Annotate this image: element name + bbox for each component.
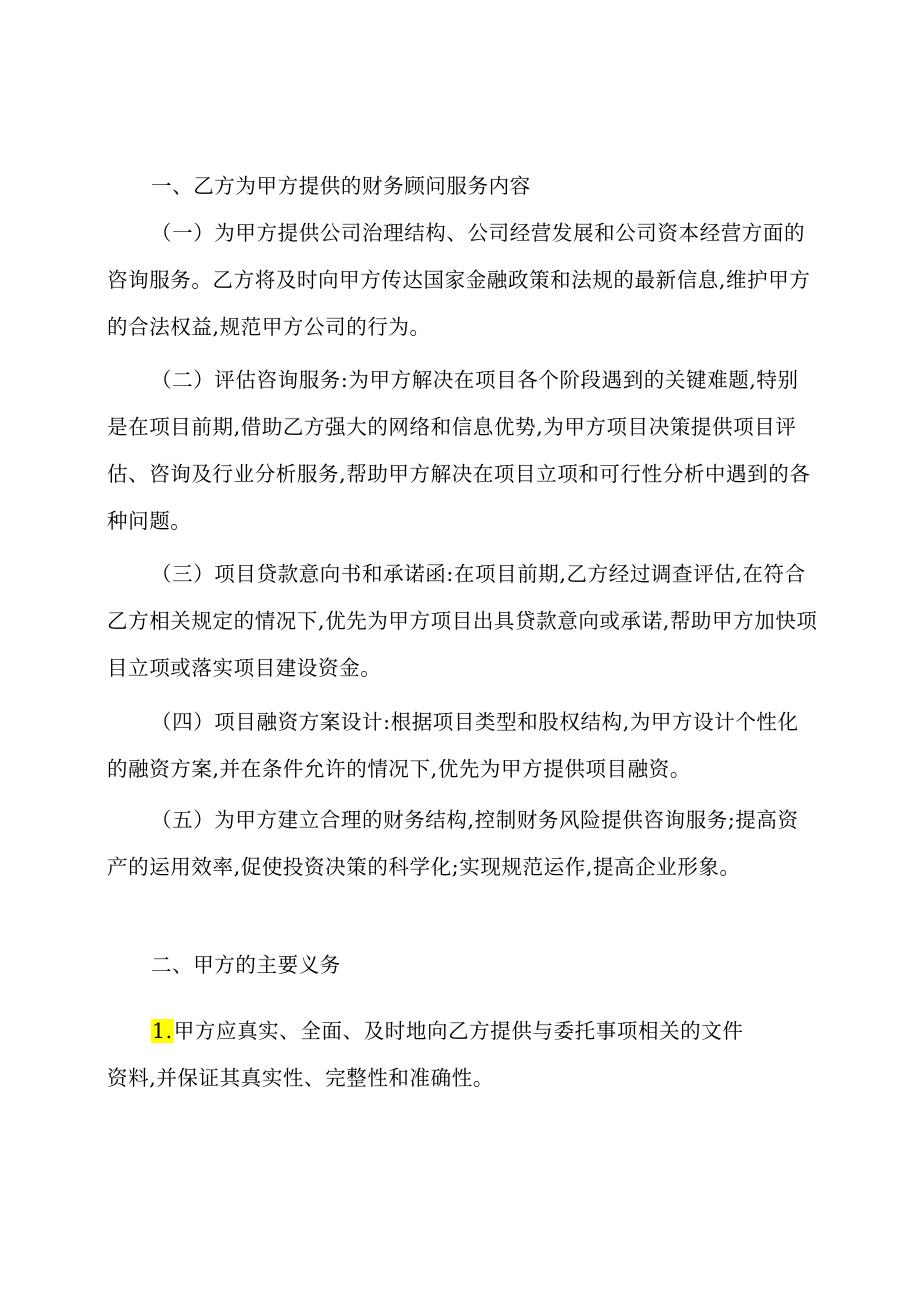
section-1-item-3: （三）项目贷款意向书和承诺函:在项目前期,乙方经过调查评估,在符合乙方相关规定的情况下,优先为甲方项目出具贷款意向或承诺,帮助甲方加快项目立项或落实项目建设资金。 <box>107 562 818 680</box>
section-1-item-2: （二）评估咨询服务:为甲方解决在项目各个阶段遇到的关键难题,特别是在项目前期,借助乙方强大的网络和信息优势,为甲方项目决策提供项目评估、咨询及行业分析服务,帮助甲方解决在项目立项和可行性分析中遇到的各种问题。 <box>107 368 811 533</box>
section-1-item-1: （一）为甲方提供公司治理结构、公司经营发展和公司资本经营方面的咨询服务。乙方将及时向甲方传达国家金融政策和法规的最新信息,维护甲方的合法权益,规范甲方公司的行为。 <box>107 221 811 339</box>
section-1-item-4: （四）项目融资方案设计:根据项目类型和股权结构,为甲方设计个性化的融资方案,并在条件允许的情况下,优先为甲方提供项目融资。 <box>107 710 799 781</box>
item-number-highlight: 1. <box>152 1019 173 1043</box>
section-1-item-5: （五）为甲方建立合理的财务结构,控制财务风险提供咨询服务;提高资产的运用效率,促使投资决策的科学化;实现规范运作,提高企业形象。 <box>107 808 799 879</box>
section-1-heading: 一、乙方为甲方提供的财务顾问服务内容 <box>151 174 531 198</box>
section-2-item-1-text: 甲方应真实、全面、及时地向乙方提供与委托事项相关的文件资料,并保证其真实性、完整性和准确性。 <box>107 1019 744 1090</box>
section-2-item-1 <box>107 1008 747 1102</box>
section-2-heading: 二、甲方的主要义务 <box>151 953 341 977</box>
